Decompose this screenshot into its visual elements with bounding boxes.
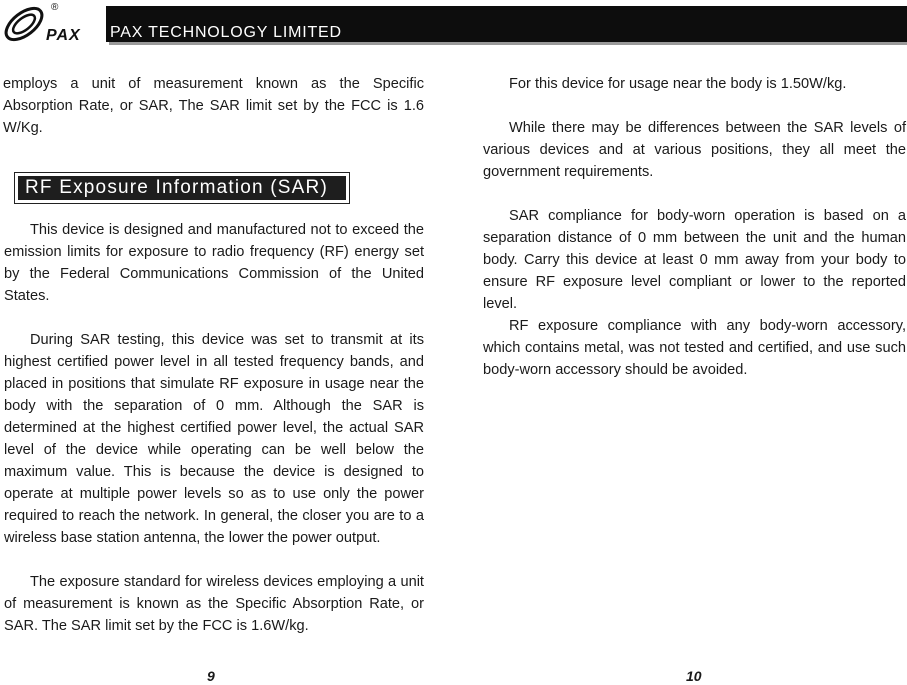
page-number-right: 10 [686, 668, 702, 684]
intro-paragraph: employs a unit of measurement known as the Specific Absorption Rate, or SAR, The SAR limit set by the FCC is 1.6 W/Kg. [3, 76, 424, 136]
header-bar [106, 6, 907, 42]
left-intro [3, 73, 424, 139]
paragraph: The exposure standard for wireless devices employing a unit of measurement is known as the Specific Absorption Rate, or SAR. The SAR limit set by the FCC is 1.6W/kg. [4, 574, 424, 634]
paragraph: SAR compliance for body-worn operation is based on a separation distance of 0 mm between the unit and the human body. Carry this device at least 0 mm away from your body to ensure RF exposure level compliant or lower to the reported level. [483, 208, 906, 312]
right-column-body [483, 73, 906, 381]
left-column-body [4, 219, 424, 637]
paragraph: RF exposure compliance with any body-worn accessory, which contains metal, was not tested and certified, and use such body-worn accessory should be avoided. [483, 318, 906, 378]
registered-mark: ® [51, 2, 59, 13]
paragraph: While there may be differences between the SAR levels of various devices and at various positions, they all meet the government requirements. [483, 120, 906, 180]
page-number-left: 9 [207, 668, 215, 684]
section-title: RF Exposure Information (SAR) [18, 176, 346, 200]
paragraph: This device is designed and manufactured not to exceed the emission limits for exposure to radio frequency (RF) energy set by the Federal Communications Commission of the United States. [4, 222, 424, 304]
section-title-box [14, 172, 350, 204]
paragraph: For this device for usage near the body is 1.50W/kg. [509, 76, 847, 92]
pax-swoosh-icon [2, 2, 50, 44]
company-name: PAX TECHNOLOGY LIMITED [110, 24, 342, 41]
paragraph: During SAR testing, this device was set to transmit at its highest certified power level in all tested frequency bands, and placed in positions that simulate RF exposure in usage near the body with the separation of 0 mm. Although the SAR is determined at the highest certified power level, the actual SAR level of the device while operating can be well below the maximum value. This is because the device is designed to operate at multiple power levels so as to use only the power required to reach the network. In general, the closer you are to a wireless base station antenna, the lower the power output. [4, 332, 424, 546]
pax-logo [2, 2, 102, 44]
logo-wordmark: PAX [46, 27, 81, 44]
